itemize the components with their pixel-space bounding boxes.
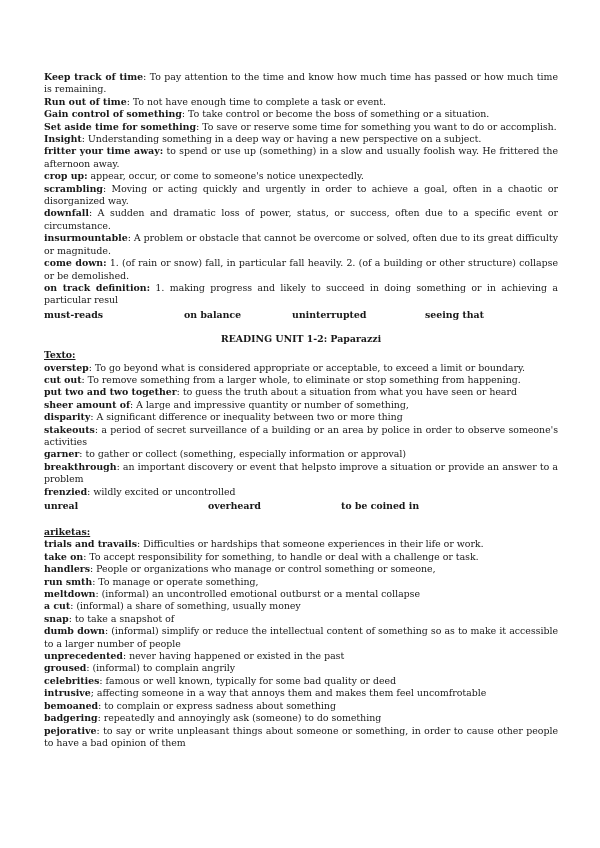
vocab-definition: (informal) simplify or reduce the intellectual content of something so as to make it accessible to a larger number of people xyxy=(44,626,558,650)
vocab-term: overstep xyxy=(44,362,89,374)
vocab-definition: To pay attention to the time and know how much time has passed or how much time is remaining. xyxy=(44,72,558,96)
separator: : xyxy=(70,601,77,613)
separator: : xyxy=(98,700,105,712)
separator: : xyxy=(81,374,88,386)
vocab-definition: People or organizations who manage or control something or someone, xyxy=(96,564,436,576)
vocab-entry xyxy=(44,72,558,97)
vocab-term: downfall xyxy=(44,208,89,220)
vocab-term: Gain control of something xyxy=(44,109,182,121)
vocab-definition: to say or write unpleasant things about someone or something, in order to cause other people to have a bad opinion of them xyxy=(44,725,558,749)
vocab-definition: appear, occur, or come to someone's notice unexpectedly. xyxy=(90,171,364,183)
vocab-term: fritter your time away: xyxy=(44,146,164,158)
vocab-term: crop up: xyxy=(44,171,88,183)
separator: : xyxy=(143,72,150,83)
word-item: unreal xyxy=(44,501,79,512)
separator: : xyxy=(88,362,95,374)
vocab-definition: an important discovery or event that helpsto improve a situation or provide an answer to a problem xyxy=(44,461,559,486)
vocab-definition: To save or reserve some time for something you want to do or accomplish. xyxy=(202,121,557,133)
vocab-entry xyxy=(44,462,558,487)
vocab-entry xyxy=(44,233,558,258)
vocab-entry xyxy=(44,651,558,663)
separator: : xyxy=(181,109,189,121)
vocab-term: handlers xyxy=(44,564,91,576)
vocab-term: Keep track of time xyxy=(44,72,144,83)
vocab-definition: affecting someone in a way that annoys them and makes them feel uncomfrotable xyxy=(96,688,487,700)
vocab-term: groused xyxy=(44,663,87,675)
vocab-definition: never having happened or existed in the past xyxy=(129,651,345,663)
separator: : xyxy=(116,461,123,473)
separator: : xyxy=(86,663,93,675)
vocab-term: Run out of time xyxy=(44,96,127,108)
vocab-definition: A large and impressive quantity or number of something, xyxy=(136,399,409,411)
vocab-definition: to complain or express sadness about something xyxy=(104,700,336,712)
separator: : xyxy=(90,412,97,424)
vocab-entry xyxy=(44,283,558,308)
vocab-definition: Moving or acting quickly and urgently in order to achieve a goal, often in a chaotic or disorganized way. xyxy=(44,183,558,208)
vocab-definition: To manage or operate something, xyxy=(98,576,259,588)
vocab-term: scrambling xyxy=(44,183,103,195)
vocab-definition: to take a snapshot of xyxy=(74,613,175,625)
separator: : xyxy=(87,486,94,498)
vocab-definition: Understanding something in a deep way or having a new perspective on a subject. xyxy=(87,134,482,146)
vocab-term: unprecedented xyxy=(44,651,123,663)
vocab-entry xyxy=(44,146,558,171)
vocab-entry xyxy=(44,626,558,651)
vocab-definition: To remove something from a larger whole, to eliminate or stop something from happening. xyxy=(87,374,521,386)
separator: : xyxy=(88,208,98,220)
vocab-term: a cut xyxy=(44,601,71,613)
vocab-term: meltdown xyxy=(44,589,96,601)
separator: : xyxy=(122,651,130,663)
vocab-entry xyxy=(44,688,558,700)
vocab-entry xyxy=(44,400,558,412)
word-item: to be coined in xyxy=(341,501,420,512)
vocab-list-3 xyxy=(44,539,558,750)
vocab-term: Insight xyxy=(44,134,82,146)
vocab-definition: A sudden and dramatic loss of power, status, or success, often due to a specific event or circumstance. xyxy=(44,208,559,232)
vocab-term: pejorative xyxy=(44,725,97,737)
vocab-entry xyxy=(44,552,558,564)
word-item: on balance xyxy=(184,309,242,321)
vocab-term: take on xyxy=(44,551,84,563)
vocab-definition: A significant difference or inequality between two or more thing xyxy=(96,412,403,424)
vocab-entry xyxy=(44,97,558,109)
vocab-term: garner xyxy=(44,449,80,461)
vocab-definition: famous or well known, typically for some bad quality or deed xyxy=(105,675,397,687)
vocab-term: bemoaned xyxy=(44,700,99,712)
vocab-entry xyxy=(44,701,558,713)
vocab-term: breakthrough xyxy=(44,461,117,473)
vocab-entry xyxy=(44,663,558,675)
vocab-term: celebrities xyxy=(44,675,100,687)
separator: : xyxy=(96,725,104,737)
vocab-entry xyxy=(44,208,558,233)
vocab-definition: 1. (of rain or snow) fall, in particular fall heavily. 2. (of a building or other structure) collapse or be demolished. xyxy=(44,258,559,282)
vocab-definition: (informal) a share of something, usually money xyxy=(76,601,301,613)
separator: : xyxy=(102,183,112,195)
ariketas-heading: ariketas: xyxy=(44,527,91,538)
vocab-term: dumb down xyxy=(44,626,105,638)
vocab-term: stakeouts xyxy=(44,424,95,436)
separator: : xyxy=(176,387,183,399)
separator: : xyxy=(92,576,99,588)
vocab-term: trials and travails xyxy=(44,539,137,551)
word-item: overheard xyxy=(208,501,261,512)
vocab-term: intrusive xyxy=(44,688,91,700)
spacer xyxy=(44,515,558,527)
vocab-entry xyxy=(44,171,558,183)
vocab-entry xyxy=(44,539,558,551)
vocab-entry xyxy=(44,589,558,601)
separator: : xyxy=(127,233,134,245)
vocab-definition: To accept responsibility for something, to handle or deal with a challenge or task. xyxy=(89,551,479,563)
word-item: must-reads xyxy=(44,309,104,321)
vocab-definition: A problem or obstacle that cannot be overcome or solved, often due to its great difficulty or magnitude. xyxy=(44,233,558,257)
vocab-definition: To go beyond what is considered appropriate or acceptable, to exceed a limit or boundary. xyxy=(94,362,526,374)
vocab-term: come down: xyxy=(44,258,107,270)
vocab-term: badgering xyxy=(44,713,98,725)
vocab-entry xyxy=(44,449,558,461)
vocab-entry xyxy=(44,564,558,576)
separator: : xyxy=(94,424,102,436)
vocab-list-1 xyxy=(44,72,558,308)
document-page xyxy=(44,72,558,750)
vocab-definition: To not have enough time to complete a task or event. xyxy=(132,96,387,108)
separator: : xyxy=(130,399,137,411)
separator: ; xyxy=(90,688,97,700)
separator: : xyxy=(95,589,102,601)
vocab-entry xyxy=(44,122,558,134)
vocab-definition: wildly excited or uncontrolled xyxy=(93,486,236,498)
vocab-entry xyxy=(44,184,558,209)
vocab-definition: repeatedly and annoyingly ask (someone) to do something xyxy=(103,713,382,725)
vocab-definition: 1. making progress and likely to succeed in doing something or in achieving a particular resul xyxy=(44,282,559,307)
vocab-entry xyxy=(44,387,558,399)
vocab-entry xyxy=(44,577,558,589)
word-item: seeing that xyxy=(425,309,484,321)
separator: : xyxy=(196,121,203,133)
word-list-row xyxy=(44,501,558,515)
vocab-entry xyxy=(44,601,558,613)
word-item: uninterrupted xyxy=(292,309,367,321)
vocab-definition: (informal) an uncontrolled emotional outburst or a mental collapse xyxy=(101,589,421,601)
separator: : xyxy=(79,449,86,461)
vocab-term: Set aside time for something xyxy=(44,121,197,133)
vocab-entry xyxy=(44,425,558,450)
separator: : xyxy=(137,539,144,551)
vocab-entry xyxy=(44,614,558,626)
vocab-entry xyxy=(44,109,558,121)
section-title: READING UNIT 1-2: Paparazzi xyxy=(220,333,382,345)
vocab-term: snap xyxy=(44,613,69,625)
vocab-definition: Difficulties or hardships that someone experiences in their life or work. xyxy=(143,539,484,551)
vocab-term: insurmountable xyxy=(44,233,128,245)
separator: : xyxy=(83,551,90,563)
vocab-definition: to gather or collect (something, especially information or approval) xyxy=(85,449,407,461)
vocab-list-2 xyxy=(44,363,558,499)
texto-heading: Texto: xyxy=(44,350,76,362)
vocab-entry xyxy=(44,363,558,375)
vocab-entry xyxy=(44,412,558,424)
vocab-term: frenzied xyxy=(44,486,88,498)
vocab-term: disparity xyxy=(44,412,91,424)
vocab-definition: (informal) to complain angrily xyxy=(92,663,236,675)
separator: : xyxy=(99,675,106,687)
word-list-row xyxy=(44,310,558,324)
vocab-term: sheer amount of xyxy=(44,399,130,411)
vocab-entry xyxy=(44,487,558,499)
vocab-term: on track definition: xyxy=(44,282,151,294)
vocab-entry xyxy=(44,134,558,146)
separator: : xyxy=(104,626,112,638)
vocab-term: run smth xyxy=(44,576,93,588)
vocab-entry xyxy=(44,258,558,283)
vocab-entry xyxy=(44,676,558,688)
separator: : xyxy=(90,564,97,576)
vocab-term: put two and two together xyxy=(44,387,177,399)
vocab-term: cut out xyxy=(44,374,82,386)
vocab-definition: a period of secret surveillance of a building or an area by police in order to observe someone's activities xyxy=(44,424,559,448)
separator: : xyxy=(126,96,133,108)
separator: : xyxy=(68,613,75,625)
vocab-entry xyxy=(44,726,558,751)
vocab-definition: to guess the truth about a situation from what you have seen or heard xyxy=(182,387,517,399)
separator: : xyxy=(81,134,88,146)
vocab-entry xyxy=(44,713,558,725)
vocab-definition: to spend or use up (something) in a slow and usually foolish way. He frittered the afternoon away. xyxy=(44,146,559,170)
vocab-definition: To take control or become the boss of something or a situation. xyxy=(188,109,490,121)
separator: : xyxy=(97,713,104,725)
vocab-entry xyxy=(44,375,558,387)
